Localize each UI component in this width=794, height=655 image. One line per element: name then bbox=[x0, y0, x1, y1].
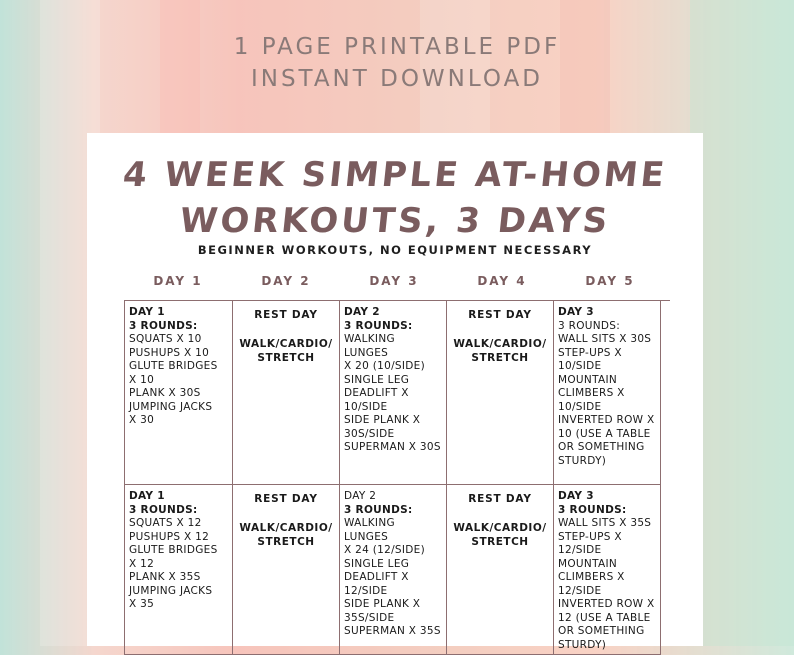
exercise-line: 12 (USE A TABLE bbox=[558, 611, 651, 624]
exercise-line: PLANK X 35S bbox=[129, 571, 201, 583]
day-header-4: DAY 4 bbox=[477, 274, 527, 288]
exercise-line: 12/SIDE bbox=[558, 584, 602, 597]
day-header-1: DAY 1 bbox=[153, 274, 203, 288]
rest-day-activity bbox=[237, 521, 335, 549]
exercise-line: MOUNTAIN bbox=[558, 557, 617, 570]
exercise-line: PUSHUPS X 10 bbox=[129, 346, 210, 359]
exercise-line: 10/SIDE bbox=[558, 400, 602, 413]
exercise-line: X 20 (10/SIDE) bbox=[344, 360, 426, 372]
exercise-line: X 30 bbox=[129, 414, 155, 426]
background-stripe bbox=[690, 0, 794, 646]
week1-day1-cell bbox=[125, 301, 233, 485]
exercise-line: 12/SIDE bbox=[344, 584, 388, 597]
exercise-line: DEADLIFT X bbox=[344, 571, 409, 583]
rest-day-label: REST DAY bbox=[468, 309, 532, 321]
exercise-line: X 10 bbox=[129, 373, 155, 386]
cell-heading: 3 ROUNDS: bbox=[558, 503, 627, 516]
exercise-line: OR SOMETHING bbox=[558, 441, 645, 453]
exercise-line: SQUATS X 10 bbox=[129, 333, 202, 345]
cell-heading: DAY 2 bbox=[344, 306, 380, 318]
sheet-title-line-2: WORKOUTS, 3 DAYS bbox=[177, 201, 613, 241]
exercise-line: CLIMBERS X bbox=[558, 387, 625, 399]
exercise-line: 35S/SIDE bbox=[344, 611, 395, 624]
week1-day2-cell bbox=[233, 301, 340, 485]
rest-activity-line: WALK/CARDIO/ bbox=[239, 521, 333, 534]
rest-activity-line: WALK/CARDIO/ bbox=[453, 337, 547, 350]
rest-day-label: REST DAY bbox=[468, 493, 532, 505]
exercise-line: 10/SIDE bbox=[558, 360, 602, 372]
exercise-line: 12/SIDE bbox=[558, 544, 602, 556]
exercise-line: PLANK X 30S bbox=[129, 387, 201, 399]
rest-activity-line: STRETCH bbox=[257, 351, 315, 364]
day-header-2: DAY 2 bbox=[261, 274, 311, 288]
exercise-line: OR SOMETHING bbox=[558, 625, 645, 637]
sheet-subtitle: BEGINNER WORKOUTS, NO EQUIPMENT NECESSARY bbox=[197, 243, 593, 257]
exercise-line: 10 (USE A TABLE bbox=[558, 427, 651, 440]
rest-day-label: REST DAY bbox=[254, 309, 318, 321]
rest-activity-line: STRETCH bbox=[471, 351, 529, 364]
exercise-line: SINGLE LEG bbox=[344, 557, 410, 570]
week1-day3-cell bbox=[340, 301, 447, 485]
cell-heading: 3 ROUNDS: bbox=[129, 319, 198, 332]
cell-heading: 3 ROUNDS: bbox=[344, 503, 413, 516]
workout-sheet bbox=[87, 133, 703, 651]
rest-day-label: REST DAY bbox=[254, 493, 318, 505]
exercise-line: X 12 bbox=[129, 557, 155, 570]
week2-day5-cell bbox=[554, 485, 661, 655]
sheet-title-line-1: 4 WEEK SIMPLE AT-HOME bbox=[121, 155, 669, 195]
exercise-line: SQUATS X 12 bbox=[129, 517, 202, 529]
cell-heading: DAY 2 bbox=[344, 490, 377, 502]
day-header-5: DAY 5 bbox=[585, 274, 635, 288]
exercise-line: JUMPING JACKS bbox=[129, 584, 213, 597]
cell-heading: DAY 1 bbox=[129, 306, 165, 318]
exercise-line: SINGLE LEG bbox=[344, 373, 410, 386]
cell-heading: DAY 3 bbox=[558, 306, 594, 318]
week2-day1-cell bbox=[125, 485, 233, 655]
exercise-line: STURDY) bbox=[558, 454, 607, 467]
exercise-line: X 35 bbox=[129, 598, 155, 610]
exercise-line: JUMPING JACKS bbox=[129, 400, 213, 413]
exercise-line: 10/SIDE bbox=[344, 400, 388, 413]
exercise-line: DEADLIFT X bbox=[344, 387, 409, 399]
exercise-line: SIDE PLANK X bbox=[344, 414, 421, 426]
exercise-line: STEP-UPS X bbox=[558, 346, 622, 359]
week1-day4-cell bbox=[447, 301, 554, 485]
exercise-line: 3 ROUNDS: bbox=[558, 319, 621, 332]
week2-day2-cell bbox=[233, 485, 340, 655]
exercise-line: STURDY) bbox=[558, 638, 607, 651]
rest-day-activity bbox=[451, 337, 549, 365]
exercise-line: SUPERMAN X 35S bbox=[344, 625, 441, 637]
exercise-line: MOUNTAIN bbox=[558, 373, 617, 386]
week2-day4-cell bbox=[447, 485, 554, 655]
exercise-line: 30S/SIDE bbox=[344, 427, 395, 440]
cell-heading: 3 ROUNDS: bbox=[129, 503, 198, 516]
cell-heading: 3 ROUNDS: bbox=[344, 319, 413, 332]
exercise-line: WALL SITS X 35S bbox=[558, 517, 652, 529]
promo-line-1: 1 PAGE PRINTABLE PDF bbox=[233, 34, 561, 60]
table-row bbox=[125, 485, 670, 655]
day-header-3: DAY 3 bbox=[369, 274, 419, 288]
cell-heading: DAY 3 bbox=[558, 490, 594, 502]
exercise-line: CLIMBERS X bbox=[558, 571, 625, 583]
table-row bbox=[125, 301, 670, 485]
exercise-line: WALL SITS X 30S bbox=[558, 333, 652, 345]
exercise-line: SUPERMAN X 30S bbox=[344, 441, 441, 453]
week1-day5-cell bbox=[554, 301, 661, 485]
exercise-line: INVERTED ROW X bbox=[558, 414, 655, 426]
promo-line-2: INSTANT DOWNLOAD bbox=[250, 66, 544, 92]
exercise-line: SIDE PLANK X bbox=[344, 598, 421, 610]
rest-activity-line: STRETCH bbox=[471, 535, 529, 548]
exercise-line: WALKING LUNGES bbox=[344, 333, 395, 359]
exercise-line: PUSHUPS X 12 bbox=[129, 530, 210, 543]
exercise-line: GLUTE BRIDGES bbox=[129, 544, 218, 556]
exercise-line: WALKING LUNGES bbox=[344, 517, 395, 543]
rest-day-activity bbox=[237, 337, 335, 365]
rest-day-activity bbox=[451, 521, 549, 549]
rest-activity-line: STRETCH bbox=[257, 535, 315, 548]
week2-day3-cell bbox=[340, 485, 447, 655]
cell-heading: DAY 1 bbox=[129, 490, 165, 502]
workout-table bbox=[124, 300, 670, 655]
exercise-line: STEP-UPS X bbox=[558, 530, 622, 543]
exercise-line: X 24 (12/SIDE) bbox=[344, 544, 426, 556]
rest-activity-line: WALK/CARDIO/ bbox=[453, 521, 547, 534]
exercise-line: GLUTE BRIDGES bbox=[129, 360, 218, 372]
rest-activity-line: WALK/CARDIO/ bbox=[239, 337, 333, 350]
exercise-line: INVERTED ROW X bbox=[558, 598, 655, 610]
